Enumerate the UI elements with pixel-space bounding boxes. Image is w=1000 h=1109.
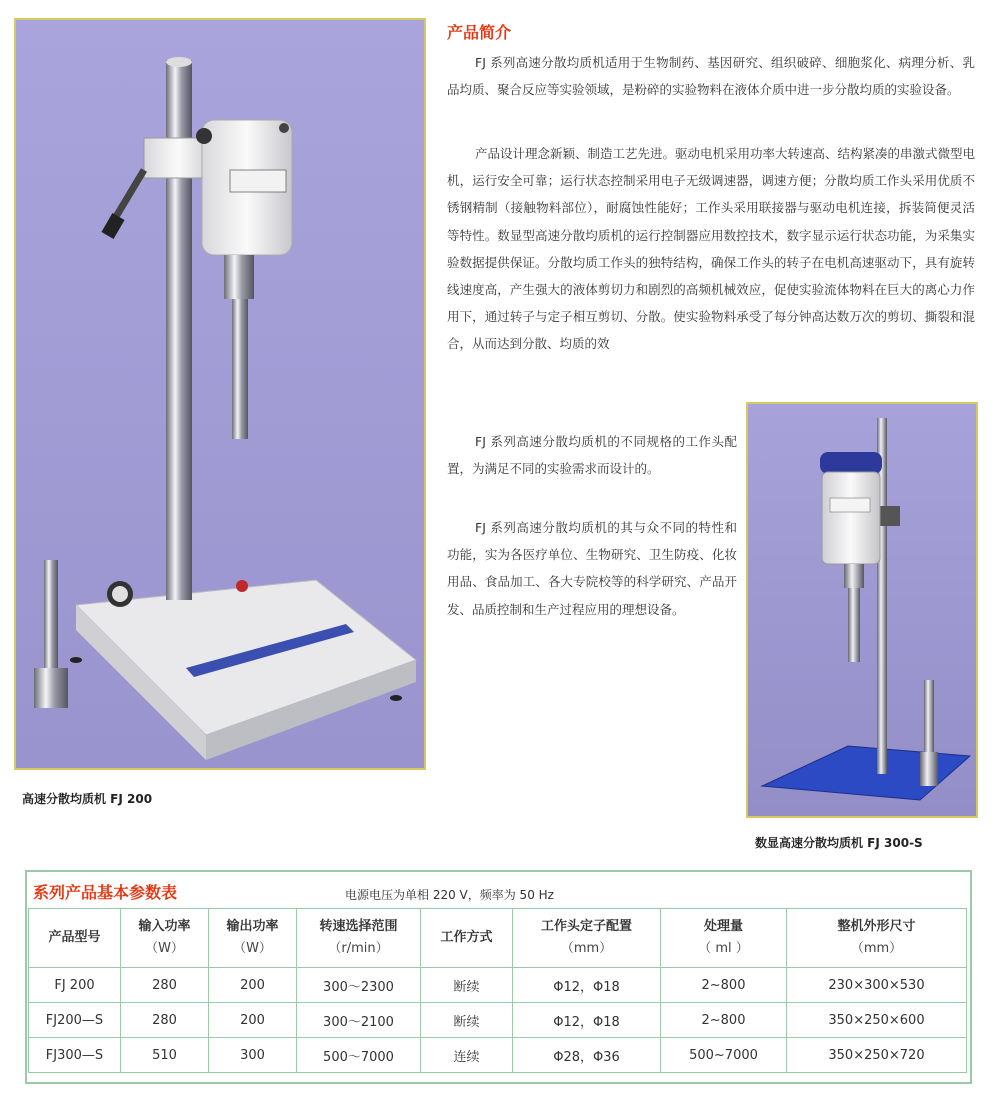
intro-paragraph-1: FJ 系列高速分散均质机适用于生物制药、基因研究、组织破碎、细胞浆化、病理分析、乳品均质、聚合反应等实验领域，是粉碎的实验物料在液体介质中进一步分散均质的实验设备。 (447, 55, 975, 98)
header-stator-config: 工作头定子配置 （mm） (513, 909, 661, 968)
cell-model: FJ200—S (29, 1003, 121, 1038)
cell-speed-range: 300～2300 (297, 968, 421, 1003)
table-row (29, 968, 967, 1003)
cell-input-power: 280 (121, 1003, 209, 1038)
cell-work-mode: 断续 (421, 968, 513, 1003)
cell-dimensions: 350×250×720 (787, 1038, 967, 1073)
intro-paragraph-4: FJ 系列高速分散均质机的其与众不同的特性和功能，实为各医疗单位、生物研究、卫生防疫、化妆用品、食品加工、各大专院校等的科学研究、产品开发、品质控制和生产过程应用的理想设备。 (447, 520, 737, 617)
spec-table-title: 系列产品基本参数表 (33, 883, 178, 902)
header-speed-range: 转速选择范围 （r/min） (297, 909, 421, 968)
cell-speed-range: 500～7000 (297, 1038, 421, 1073)
spec-header-row (29, 909, 967, 968)
cell-output-power: 200 (209, 968, 297, 1003)
cell-speed-range: 300～2100 (297, 1003, 421, 1038)
cell-dimensions: 350×250×600 (787, 1003, 967, 1038)
intro-title: 产品简介 (447, 23, 512, 42)
header-capacity: 处理量 （ ml ） (661, 909, 787, 968)
intro-paragraph-2: 产品设计理念新颖、制造工艺先进。驱动电机采用功率大转速高、结构紧凑的串激式微型电机，运行安全可靠；运行状态控制采用电子无级调速器，调速方便；分散均质工作头采用优质不锈钢精制（接触物料部位），耐腐蚀性能好；工作头采用联接器与驱动电机连接，拆装简便灵活等特性。数显型高速分散均质机的运行控制器应用数控技术，数字显示运行状态功能，为采集实验数据提供保证。分散均质工作头的独特结构，确保工作头的转子在电机高速驱动下，具有旋转线速度高，产生强大的液体剪切力和剧烈的高频机械效应，促使实验流体物料在巨大的离心力作用下，通过转子与定子相互剪切、分散。使实验物料承受了每分钟高达数万次的剪切、撕裂和混合，从而达到分散、均质的效 (447, 146, 976, 352)
cell-stator-config: Φ12，Φ18 (513, 1003, 661, 1038)
cell-output-power: 200 (209, 1003, 297, 1038)
fj200-caption: 高速分散均质机 FJ 200 (22, 792, 153, 806)
cell-work-mode: 断续 (421, 1003, 513, 1038)
header-dimensions: 整机外形尺寸 （mm） (787, 909, 967, 968)
fj300-illustration (748, 404, 976, 816)
cell-input-power: 510 (121, 1038, 209, 1073)
cell-capacity: 2~800 (661, 1003, 787, 1038)
fj200-illustration (16, 20, 424, 768)
cell-capacity: 2~800 (661, 968, 787, 1003)
table-row (29, 1038, 967, 1073)
cell-stator-config: Φ12，Φ18 (513, 968, 661, 1003)
cell-capacity: 500~7000 (661, 1038, 787, 1073)
header-model: 产品型号 (29, 909, 121, 968)
cell-stator-config: Φ28，Φ36 (513, 1038, 661, 1073)
cell-dimensions: 230×300×530 (787, 968, 967, 1003)
fj300-product-photo (746, 402, 978, 818)
spec-table (28, 908, 967, 1073)
cell-output-power: 300 (209, 1038, 297, 1073)
fj200-product-photo (14, 18, 426, 770)
power-supply-note: 电源电压为单相 220 V，频率为 50 Hz (345, 888, 554, 902)
table-row (29, 1003, 967, 1038)
fj300-caption: 数显高速分散均质机 FJ 300-S (755, 836, 923, 850)
intro-paragraph-3: FJ 系列高速分散均质机的不同规格的工作头配置，为满足不同的实验需求而设计的。 (447, 434, 737, 477)
header-work-mode: 工作方式 (421, 909, 513, 968)
cell-model: FJ 200 (29, 968, 121, 1003)
header-output-power: 输出功率 （W） (209, 909, 297, 968)
header-input-power: 输入功率 （W） (121, 909, 209, 968)
cell-model: FJ300—S (29, 1038, 121, 1073)
cell-work-mode: 连续 (421, 1038, 513, 1073)
cell-input-power: 280 (121, 968, 209, 1003)
